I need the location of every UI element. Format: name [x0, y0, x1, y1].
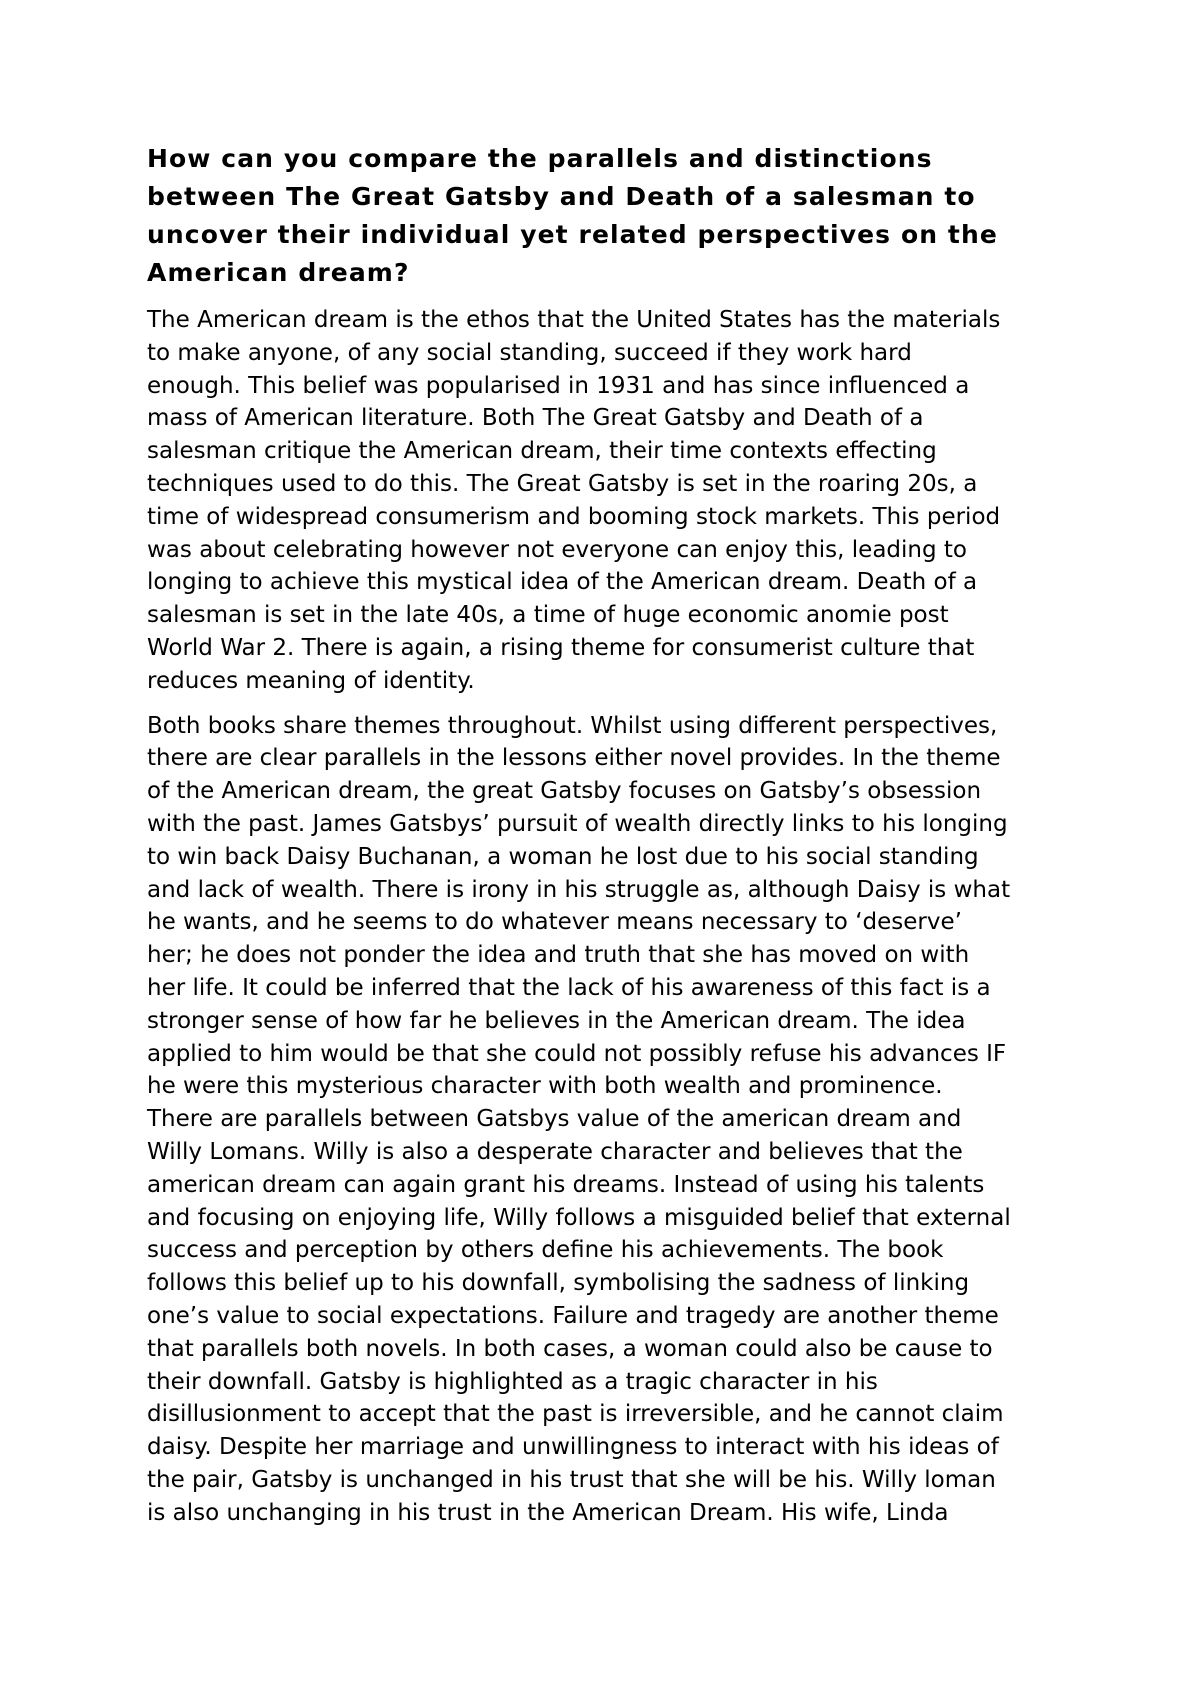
text-line: Willy Lomans. Willy is also a desperate character and believes that the	[147, 1138, 963, 1165]
text-line: to make anyone, of any social standing, succeed if they work hard	[147, 339, 912, 366]
text-line: There are parallels between Gatsbys value of the american dream and	[147, 1106, 962, 1133]
text-line: he were this mysterious character with both wealth and prominence.	[147, 1073, 943, 1100]
title-line: between The Great Gatsby and Death of a salesman to	[147, 182, 976, 211]
text-line: is also unchanging in his trust in the American Dream. His wife, Linda	[147, 1499, 949, 1526]
text-line: of the American dream, the great Gatsby focuses on Gatsby’s obsession	[147, 778, 982, 805]
text-line: that parallels both novels. In both cases, a woman could also be cause to	[147, 1335, 993, 1362]
text-line: stronger sense of how far he believes in the American dream. The idea	[147, 1007, 966, 1034]
title-line: How can you compare the parallels and distinctions	[147, 144, 933, 173]
text-line: salesman critique the American dream, their time contexts effecting	[147, 438, 937, 465]
document-page	[147, 140, 1075, 1541]
text-line: and focusing on enjoying life, Willy follows a misguided belief that external	[147, 1204, 1011, 1231]
essay-title	[147, 140, 1075, 292]
text-line: daisy. Despite her marriage and unwillingness to interact with his ideas of	[147, 1434, 999, 1461]
text-line: techniques used to do this. The Great Gatsby is set in the roaring 20s, a	[147, 470, 978, 497]
paragraph-2	[147, 710, 1075, 1530]
title-line: American dream?	[147, 258, 410, 287]
text-line: longing to achieve this mystical idea of the American dream. Death of a	[147, 569, 978, 596]
text-line: success and perception by others define his achievements. The book	[147, 1237, 944, 1264]
text-line: The American dream is the ethos that the United States has the materials	[147, 307, 1001, 333]
text-line: he wants, and he seems to do whatever means necessary to ‘deserve’	[147, 909, 962, 936]
text-line: the pair, Gatsby is unchanged in his trust that she will be his. Willy loman	[147, 1466, 996, 1493]
text-line: follows this belief up to his downfall, symbolising the sadness of linking	[147, 1270, 970, 1297]
text-line: with the past. James Gatsbys’ pursuit of wealth directly links to his longing	[147, 810, 1008, 837]
text-line: their downfall. Gatsby is highlighted as a tragic character in his	[147, 1368, 878, 1395]
text-line: her; he does not ponder the idea and truth that she has moved on with	[147, 942, 970, 969]
text-line: her life. It could be inferred that the lack of his awareness of this fact is a	[147, 974, 991, 1001]
text-line: reduces meaning of identity.	[147, 667, 475, 694]
text-line: and lack of wealth. There is irony in his struggle as, although Daisy is what	[147, 876, 1011, 903]
paragraph-1	[147, 304, 1075, 698]
title-line: uncover their individual yet related perspectives on the	[147, 220, 998, 249]
text-line: american dream can again grant his dreams. Instead of using his talents	[147, 1171, 985, 1198]
text-line: there are clear parallels in the lessons either novel provides. In the theme	[147, 745, 1001, 772]
text-line: enough. This belief was popularised in 1931 and has since influenced a	[147, 372, 970, 399]
text-line: was about celebrating however not everyone can enjoy this, leading to	[147, 536, 967, 563]
text-line: one’s value to social expectations. Failure and tragedy are another theme	[147, 1302, 999, 1329]
text-line: disillusionment to accept that the past is irreversible, and he cannot claim	[147, 1401, 1004, 1428]
text-line: World War 2. There is again, a rising theme for consumerist culture that	[147, 634, 975, 661]
text-line: applied to him would be that she could not possibly refuse his advances IF	[147, 1040, 1007, 1067]
text-line: salesman is set in the late 40s, a time of huge economic anomie post	[147, 602, 949, 629]
text-line: Both books share themes throughout. Whilst using different perspectives,	[147, 712, 998, 739]
text-line: mass of American literature. Both The Great Gatsby and Death of a	[147, 405, 924, 432]
text-line: to win back Daisy Buchanan, a woman he lost due to his social standing	[147, 843, 979, 870]
text-line: time of widespread consumerism and booming stock markets. This period	[147, 503, 1001, 530]
